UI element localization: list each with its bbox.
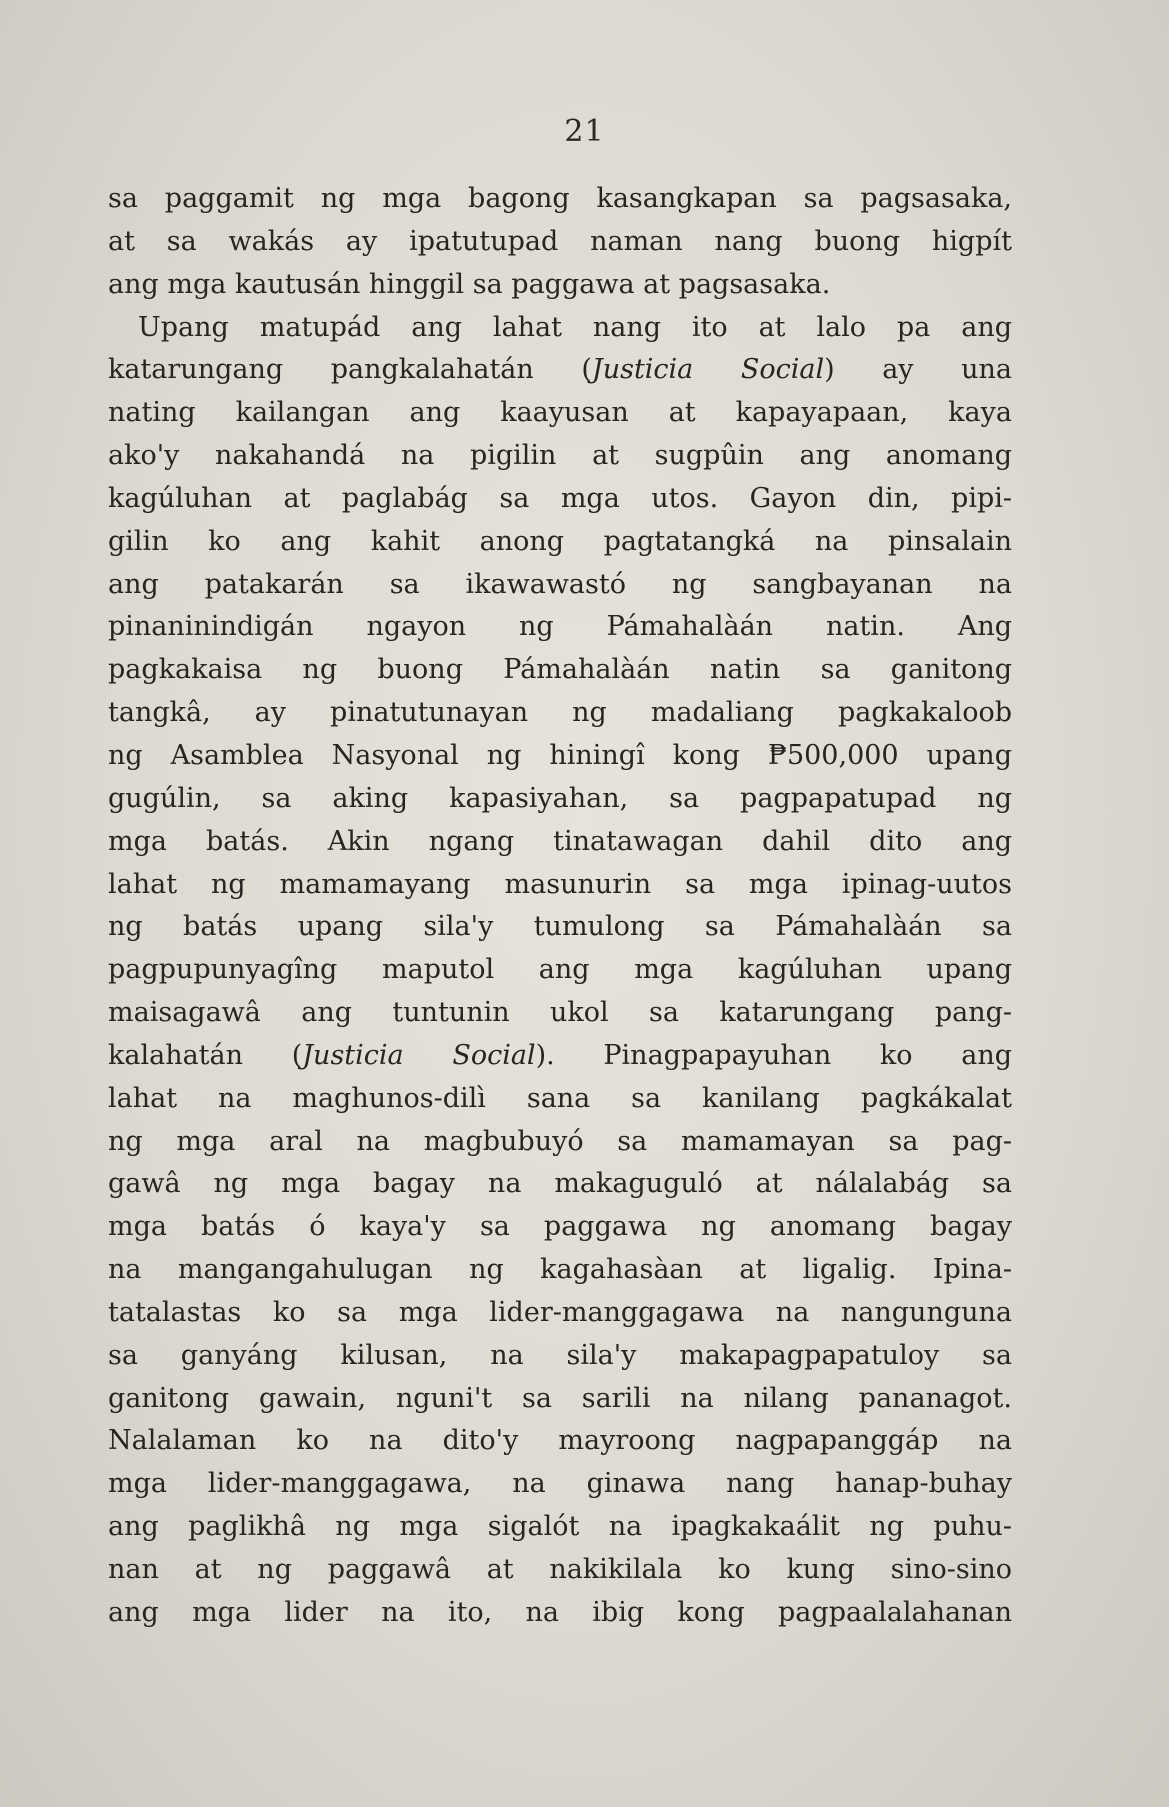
text-line: at sa wakás ay ipatutupad naman nang buong higpít [108, 225, 1012, 257]
italic-term: Justicia Social [591, 354, 825, 386]
text-line: ng batás upang sila'y tumulong sa Pámahalàán sa [108, 911, 1012, 943]
text-line: lahat ng mamamayang masunurin sa mga ipinag-uutos [108, 868, 1012, 900]
body-text [108, 178, 1012, 1635]
text-line: maisagawâ ang tuntunin ukol sa katarungang pang- [108, 997, 1012, 1029]
text-line: ganitong gawain, nguni't sa sarili na nilang pananagot. [108, 1382, 1012, 1414]
text-line: na mangangahulugan ng kagahasàan at ligalig. Ipina- [108, 1254, 1012, 1286]
text-line: tangkâ, ay pinatutunayan ng madaliang pagkakaloob [108, 697, 1012, 729]
text-line: mga batás ó kaya'y sa paggawa ng anomang bagay [108, 1211, 1012, 1243]
text-line: kalahatán (Justicia Social). Pinagpapayuhan ko ang [108, 1039, 1012, 1071]
text-line: ang paglikhâ ng mga sigalót na ipagkakaálit ng puhu- [108, 1511, 1012, 1543]
text-line: ang mga kautusán hinggil sa paggawa at pagsasaka. [108, 268, 831, 300]
italic-term: Justicia Social [302, 1039, 536, 1071]
text-line: gugúlin, sa aking kapasiyahan, sa pagpapatupad ng [108, 782, 1012, 814]
text-line: sa paggamit ng mga bagong kasangkapan sa pagsasaka, [108, 183, 1012, 214]
text-line: mga lider-manggagawa, na ginawa nang hanap-buhay [108, 1468, 1012, 1500]
text-line: ang mga lider na ito, na ibig kong pagpaalalahanan [108, 1596, 1012, 1628]
text-line: ng mga aral na magbubuyó sa mamamayan sa pag- [108, 1125, 1012, 1157]
text-line: mga batás. Akin ngang tinatawagan dahil dito ang [108, 825, 1012, 857]
text-line: gilin ko ang kahit anong pagtatangká na pinsalain [108, 525, 1012, 557]
text-line: nan at ng paggawâ at nakikilala ko kung sino-sino [108, 1554, 1012, 1585]
text-line: nating kailangan ang kaayusan at kapayapaan, kaya [108, 397, 1012, 429]
text-line: katarungang pangkalahatán (Justicia Social) ay una [108, 354, 1012, 386]
text-line: ako'y nakahandá na pigilin at sugpûin ang anomang [108, 440, 1012, 472]
page-number: 21 [564, 114, 605, 149]
text-line: pagkakaisa ng buong Pámahalàán natin sa ganitong [108, 654, 1012, 686]
text-line: lahat na maghunos-dilì sana sa kanilang pagkákalat [108, 1082, 1012, 1114]
text-line: Nalalaman ko na dito'y mayroong nagpapanggáp na [108, 1425, 1012, 1457]
text-line: ang patakarán sa ikawawastó ng sangbayanan na [108, 568, 1012, 600]
text-line: pinaninindigán ngayon ng Pámahalàán natin. Ang [108, 611, 1012, 643]
text-line: pagpupunyagîng maputol ang mga kagúluhan upang [108, 954, 1012, 986]
paragraph-start-line: Upang matupád ang lahat nang ito at lalo pa ang [138, 311, 1012, 343]
text-line: kagúluhan at paglabág sa mga utos. Gayon din, pipi- [108, 482, 1012, 514]
text-line: ng Asamblea Nasyonal ng hiningî kong ₱500,000 upang [108, 739, 1012, 771]
text-line: gawâ ng mga bagay na makaguguló at nálalabág sa [108, 1168, 1012, 1200]
text-line: sa ganyáng kilusan, na sila'y makapagpapatuloy sa [108, 1339, 1012, 1371]
text-line: tatalastas ko sa mga lider-manggagawa na nangunguna [108, 1296, 1012, 1328]
